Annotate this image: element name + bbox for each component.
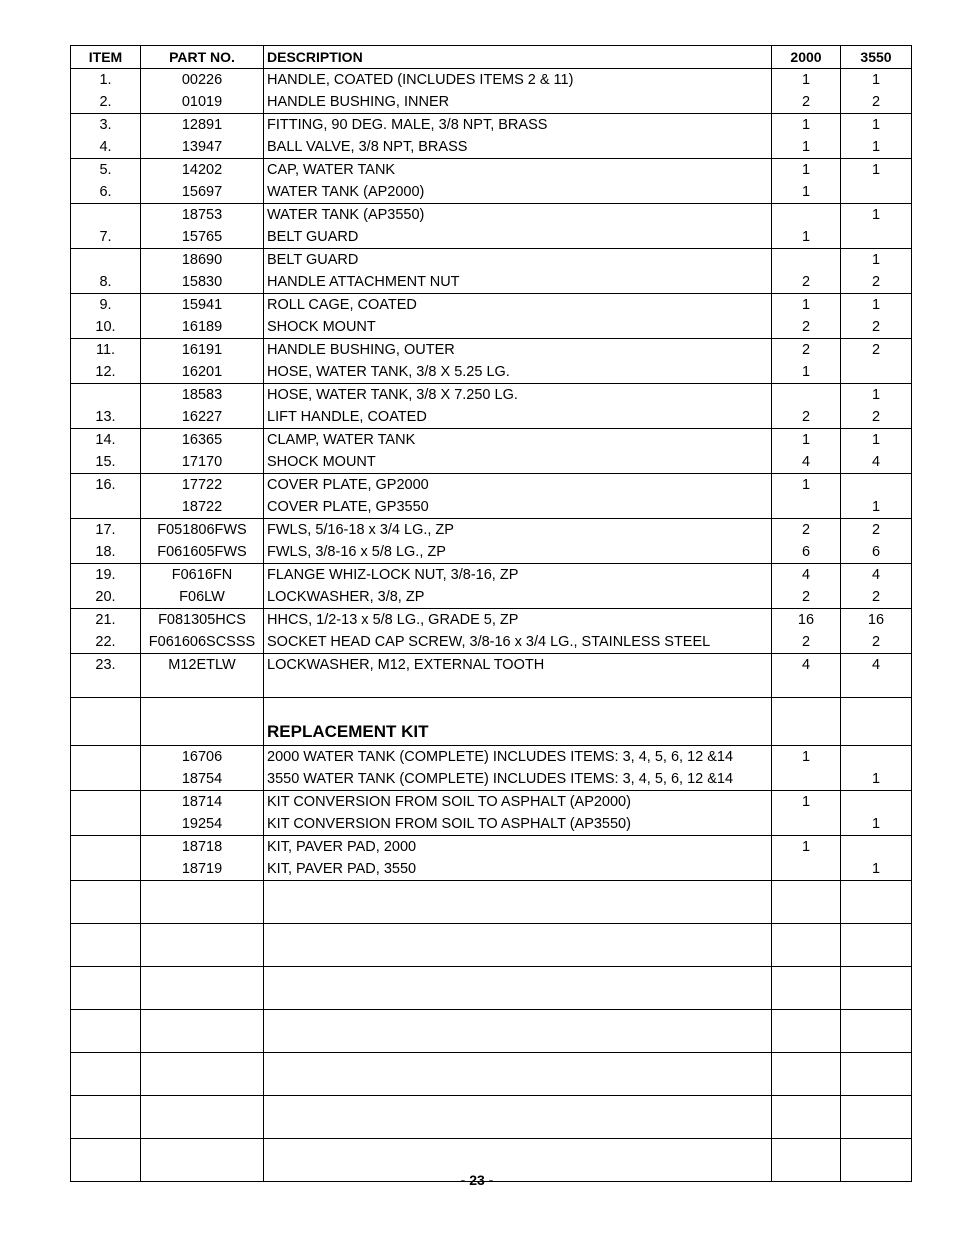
description: 2000 WATER TANK (COMPLETE) INCLUDES ITEMS: 3, 4, 5, 6, 12 &14 <box>264 746 772 769</box>
part-number: 16201 <box>141 361 264 384</box>
item-number <box>71 496 141 519</box>
table-row <box>71 114 912 137</box>
item-number: 6. <box>71 181 141 204</box>
blank-cell <box>141 881 264 924</box>
blank-cell <box>141 1010 264 1053</box>
empty-row <box>71 1096 912 1139</box>
table-row <box>71 451 912 474</box>
kit-title-row <box>71 719 912 746</box>
table-row <box>71 519 912 542</box>
qty-2000: 16 <box>772 609 841 632</box>
header-item: ITEM <box>71 46 141 69</box>
qty-2000 <box>772 768 841 791</box>
table-row <box>71 181 912 204</box>
qty-2000: 1 <box>772 181 841 204</box>
description: HANDLE BUSHING, OUTER <box>264 339 772 362</box>
qty-3550: 4 <box>841 451 912 474</box>
description: LOCKWASHER, 3/8, ZP <box>264 586 772 609</box>
description: COVER PLATE, GP3550 <box>264 496 772 519</box>
qty-2000: 2 <box>772 316 841 339</box>
description: ROLL CAGE, COATED <box>264 294 772 317</box>
part-number: F051806FWS <box>141 519 264 542</box>
blank-cell <box>264 924 772 967</box>
description: SOCKET HEAD CAP SCREW, 3/8-16 x 3/4 LG., STAINLESS STEEL <box>264 631 772 654</box>
blank-cell <box>264 698 772 720</box>
qty-2000 <box>772 204 841 227</box>
description: FWLS, 3/8-16 x 5/8 LG., ZP <box>264 541 772 564</box>
blank-cell <box>71 791 141 814</box>
item-number: 14. <box>71 429 141 452</box>
table-row <box>71 631 912 654</box>
table-row <box>71 429 912 452</box>
item-number: 19. <box>71 564 141 587</box>
blank-cell <box>841 967 912 1010</box>
qty-3550: 1 <box>841 114 912 137</box>
qty-3550: 2 <box>841 91 912 114</box>
page-number: - 23 - <box>460 1172 494 1188</box>
item-number: 2. <box>71 91 141 114</box>
blank-cell <box>264 967 772 1010</box>
description: FLANGE WHIZ-LOCK NUT, 3/8-16, ZP <box>264 564 772 587</box>
empty-row <box>71 1010 912 1053</box>
blank-cell <box>141 1096 264 1139</box>
qty-2000: 2 <box>772 406 841 429</box>
part-number: 18754 <box>141 768 264 791</box>
blank-cell <box>71 1096 141 1139</box>
qty-2000 <box>772 858 841 881</box>
part-number: 18714 <box>141 791 264 814</box>
item-number: 4. <box>71 136 141 159</box>
qty-2000: 2 <box>772 631 841 654</box>
table-row <box>71 564 912 587</box>
table-row <box>71 91 912 114</box>
qty-3550: 1 <box>841 294 912 317</box>
empty-row <box>71 967 912 1010</box>
kit-row <box>71 746 912 769</box>
blank-cell <box>71 698 141 720</box>
table-row <box>71 136 912 159</box>
item-number: 23. <box>71 654 141 677</box>
item-number: 12. <box>71 361 141 384</box>
qty-3550: 2 <box>841 406 912 429</box>
qty-2000: 1 <box>772 429 841 452</box>
spacer-row <box>71 698 912 720</box>
part-number: F06LW <box>141 586 264 609</box>
table-row <box>71 474 912 497</box>
qty-2000: 1 <box>772 226 841 249</box>
blank-cell <box>141 676 264 698</box>
qty-3550: 1 <box>841 249 912 272</box>
qty-3550 <box>841 746 912 769</box>
blank-cell <box>772 1010 841 1053</box>
header-row <box>71 46 912 69</box>
part-number: 16365 <box>141 429 264 452</box>
qty-2000: 2 <box>772 91 841 114</box>
part-number: 18718 <box>141 836 264 859</box>
qty-2000: 4 <box>772 451 841 474</box>
item-number <box>71 249 141 272</box>
blank-cell <box>841 881 912 924</box>
kit-row <box>71 813 912 836</box>
kit-row <box>71 768 912 791</box>
description: BALL VALVE, 3/8 NPT, BRASS <box>264 136 772 159</box>
description: KIT CONVERSION FROM SOIL TO ASPHALT (AP3550) <box>264 813 772 836</box>
blank-cell <box>141 698 264 720</box>
qty-3550: 2 <box>841 631 912 654</box>
table-row <box>71 271 912 294</box>
blank-cell <box>71 813 141 836</box>
qty-3550 <box>841 226 912 249</box>
item-number: 5. <box>71 159 141 182</box>
qty-2000: 1 <box>772 69 841 92</box>
item-number: 15. <box>71 451 141 474</box>
qty-2000 <box>772 384 841 407</box>
qty-2000: 1 <box>772 361 841 384</box>
table-row <box>71 69 912 92</box>
part-number: 18722 <box>141 496 264 519</box>
blank-cell <box>841 924 912 967</box>
table-row <box>71 609 912 632</box>
blank-cell <box>264 1053 772 1096</box>
description: BELT GUARD <box>264 249 772 272</box>
blank-cell <box>71 746 141 769</box>
blank-cell <box>141 719 264 746</box>
blank-cell <box>772 676 841 698</box>
blank-cell <box>772 1053 841 1096</box>
qty-2000: 6 <box>772 541 841 564</box>
blank-cell <box>841 676 912 698</box>
qty-3550: 1 <box>841 768 912 791</box>
blank-cell <box>141 924 264 967</box>
blank-cell <box>71 881 141 924</box>
item-number: 11. <box>71 339 141 362</box>
empty-row <box>71 924 912 967</box>
description: FWLS, 5/16-18 x 3/4 LG., ZP <box>264 519 772 542</box>
table-row <box>71 361 912 384</box>
table-row <box>71 384 912 407</box>
description: SHOCK MOUNT <box>264 316 772 339</box>
qty-3550: 2 <box>841 519 912 542</box>
qty-2000 <box>772 496 841 519</box>
qty-2000: 1 <box>772 294 841 317</box>
part-number: 17170 <box>141 451 264 474</box>
table-row <box>71 159 912 182</box>
qty-2000: 1 <box>772 159 841 182</box>
part-number: 16706 <box>141 746 264 769</box>
qty-3550: 6 <box>841 541 912 564</box>
table-row <box>71 316 912 339</box>
qty-3550: 1 <box>841 69 912 92</box>
item-number: 7. <box>71 226 141 249</box>
table-row <box>71 541 912 564</box>
blank-cell <box>264 1010 772 1053</box>
header-qty-3550: 3550 <box>841 46 912 69</box>
table-row <box>71 204 912 227</box>
qty-3550: 1 <box>841 813 912 836</box>
table-row <box>71 339 912 362</box>
blank-cell <box>71 858 141 881</box>
part-number: 01019 <box>141 91 264 114</box>
part-number: F061606SCSSS <box>141 631 264 654</box>
part-number: 18753 <box>141 204 264 227</box>
part-number: F061605FWS <box>141 541 264 564</box>
kit-title: REPLACEMENT KIT <box>264 719 772 746</box>
qty-2000: 1 <box>772 136 841 159</box>
blank-cell <box>841 1096 912 1139</box>
part-number: F0616FN <box>141 564 264 587</box>
blank-cell <box>71 1053 141 1096</box>
description: WATER TANK (AP3550) <box>264 204 772 227</box>
qty-3550: 1 <box>841 496 912 519</box>
qty-2000: 2 <box>772 339 841 362</box>
blank-cell <box>71 719 141 746</box>
spacer-row <box>71 676 912 698</box>
blank-cell <box>772 967 841 1010</box>
item-number: 16. <box>71 474 141 497</box>
qty-2000: 1 <box>772 746 841 769</box>
part-number: 15830 <box>141 271 264 294</box>
qty-2000: 1 <box>772 474 841 497</box>
blank-cell <box>141 967 264 1010</box>
qty-3550: 1 <box>841 858 912 881</box>
description: BELT GUARD <box>264 226 772 249</box>
blank-cell <box>841 719 912 746</box>
qty-2000 <box>772 813 841 836</box>
item-number: 9. <box>71 294 141 317</box>
qty-3550: 2 <box>841 271 912 294</box>
blank-cell <box>141 1053 264 1096</box>
qty-3550: 16 <box>841 609 912 632</box>
header-part-no: PART NO. <box>141 46 264 69</box>
description: COVER PLATE, GP2000 <box>264 474 772 497</box>
kit-row <box>71 791 912 814</box>
blank-cell <box>772 698 841 720</box>
part-number: 16227 <box>141 406 264 429</box>
part-number: 17722 <box>141 474 264 497</box>
qty-3550 <box>841 836 912 859</box>
blank-cell <box>264 676 772 698</box>
item-number: 17. <box>71 519 141 542</box>
description: WATER TANK (AP2000) <box>264 181 772 204</box>
item-number: 22. <box>71 631 141 654</box>
blank-cell <box>841 1053 912 1096</box>
item-number: 18. <box>71 541 141 564</box>
item-number: 3. <box>71 114 141 137</box>
qty-2000: 2 <box>772 519 841 542</box>
blank-cell <box>772 924 841 967</box>
description: HANDLE, COATED (INCLUDES ITEMS 2 & 11) <box>264 69 772 92</box>
item-number <box>71 384 141 407</box>
qty-3550 <box>841 791 912 814</box>
kit-row <box>71 858 912 881</box>
description: HHCS, 1/2-13 x 5/8 LG., GRADE 5, ZP <box>264 609 772 632</box>
table-row <box>71 496 912 519</box>
qty-3550: 2 <box>841 586 912 609</box>
part-number: 15697 <box>141 181 264 204</box>
description: HOSE, WATER TANK, 3/8 X 5.25 LG. <box>264 361 772 384</box>
item-number: 21. <box>71 609 141 632</box>
qty-2000: 2 <box>772 271 841 294</box>
qty-2000: 4 <box>772 654 841 677</box>
qty-3550 <box>841 181 912 204</box>
qty-2000: 1 <box>772 836 841 859</box>
qty-2000 <box>772 249 841 272</box>
qty-2000: 1 <box>772 114 841 137</box>
header-qty-2000: 2000 <box>772 46 841 69</box>
description: 3550 WATER TANK (COMPLETE) INCLUDES ITEMS: 3, 4, 5, 6, 12 &14 <box>264 768 772 791</box>
qty-3550: 2 <box>841 339 912 362</box>
blank-cell <box>772 1096 841 1139</box>
blank-cell <box>772 881 841 924</box>
blank-cell <box>264 1096 772 1139</box>
blank-cell <box>772 719 841 746</box>
blank-cell <box>264 881 772 924</box>
description: LOCKWASHER, M12, EXTERNAL TOOTH <box>264 654 772 677</box>
part-number: 19254 <box>141 813 264 836</box>
description: HOSE, WATER TANK, 3/8 X 7.250 LG. <box>264 384 772 407</box>
blank-cell <box>71 836 141 859</box>
qty-3550 <box>841 474 912 497</box>
qty-3550: 1 <box>841 429 912 452</box>
blank-cell <box>841 698 912 720</box>
blank-cell <box>71 768 141 791</box>
kit-row <box>71 836 912 859</box>
table-row <box>71 249 912 272</box>
part-number: 16189 <box>141 316 264 339</box>
item-number: 8. <box>71 271 141 294</box>
qty-3550: 2 <box>841 316 912 339</box>
description: HANDLE ATTACHMENT NUT <box>264 271 772 294</box>
blank-cell <box>71 967 141 1010</box>
part-number: M12ETLW <box>141 654 264 677</box>
qty-3550 <box>841 361 912 384</box>
description: KIT CONVERSION FROM SOIL TO ASPHALT (AP2000) <box>264 791 772 814</box>
qty-3550: 1 <box>841 136 912 159</box>
description: CAP, WATER TANK <box>264 159 772 182</box>
blank-cell <box>71 676 141 698</box>
table-row <box>71 294 912 317</box>
item-number: 13. <box>71 406 141 429</box>
description: FITTING, 90 DEG. MALE, 3/8 NPT, BRASS <box>264 114 772 137</box>
table-row <box>71 586 912 609</box>
table-row <box>71 406 912 429</box>
item-number: 1. <box>71 69 141 92</box>
item-number: 20. <box>71 586 141 609</box>
description: SHOCK MOUNT <box>264 451 772 474</box>
part-number: 15941 <box>141 294 264 317</box>
header-description: DESCRIPTION <box>264 46 772 69</box>
item-number <box>71 204 141 227</box>
qty-3550: 4 <box>841 654 912 677</box>
description: KIT, PAVER PAD, 2000 <box>264 836 772 859</box>
qty-3550: 1 <box>841 159 912 182</box>
description: KIT, PAVER PAD, 3550 <box>264 858 772 881</box>
table-row <box>71 654 912 677</box>
part-number: 18690 <box>141 249 264 272</box>
qty-3550: 1 <box>841 204 912 227</box>
part-number: 14202 <box>141 159 264 182</box>
empty-row <box>71 1053 912 1096</box>
blank-cell <box>841 1010 912 1053</box>
part-number: 16191 <box>141 339 264 362</box>
blank-cell <box>71 924 141 967</box>
description: CLAMP, WATER TANK <box>264 429 772 452</box>
qty-3550: 4 <box>841 564 912 587</box>
qty-3550: 1 <box>841 384 912 407</box>
parts-table <box>70 45 912 1182</box>
part-number: 15765 <box>141 226 264 249</box>
empty-row <box>71 881 912 924</box>
part-number: F081305HCS <box>141 609 264 632</box>
part-number: 12891 <box>141 114 264 137</box>
qty-2000: 2 <box>772 586 841 609</box>
blank-cell <box>71 1010 141 1053</box>
description: HANDLE BUSHING, INNER <box>264 91 772 114</box>
description: LIFT HANDLE, COATED <box>264 406 772 429</box>
part-number: 18583 <box>141 384 264 407</box>
item-number: 10. <box>71 316 141 339</box>
qty-2000: 1 <box>772 791 841 814</box>
part-number: 18719 <box>141 858 264 881</box>
qty-2000: 4 <box>772 564 841 587</box>
table-row <box>71 226 912 249</box>
part-number: 13947 <box>141 136 264 159</box>
part-number: 00226 <box>141 69 264 92</box>
